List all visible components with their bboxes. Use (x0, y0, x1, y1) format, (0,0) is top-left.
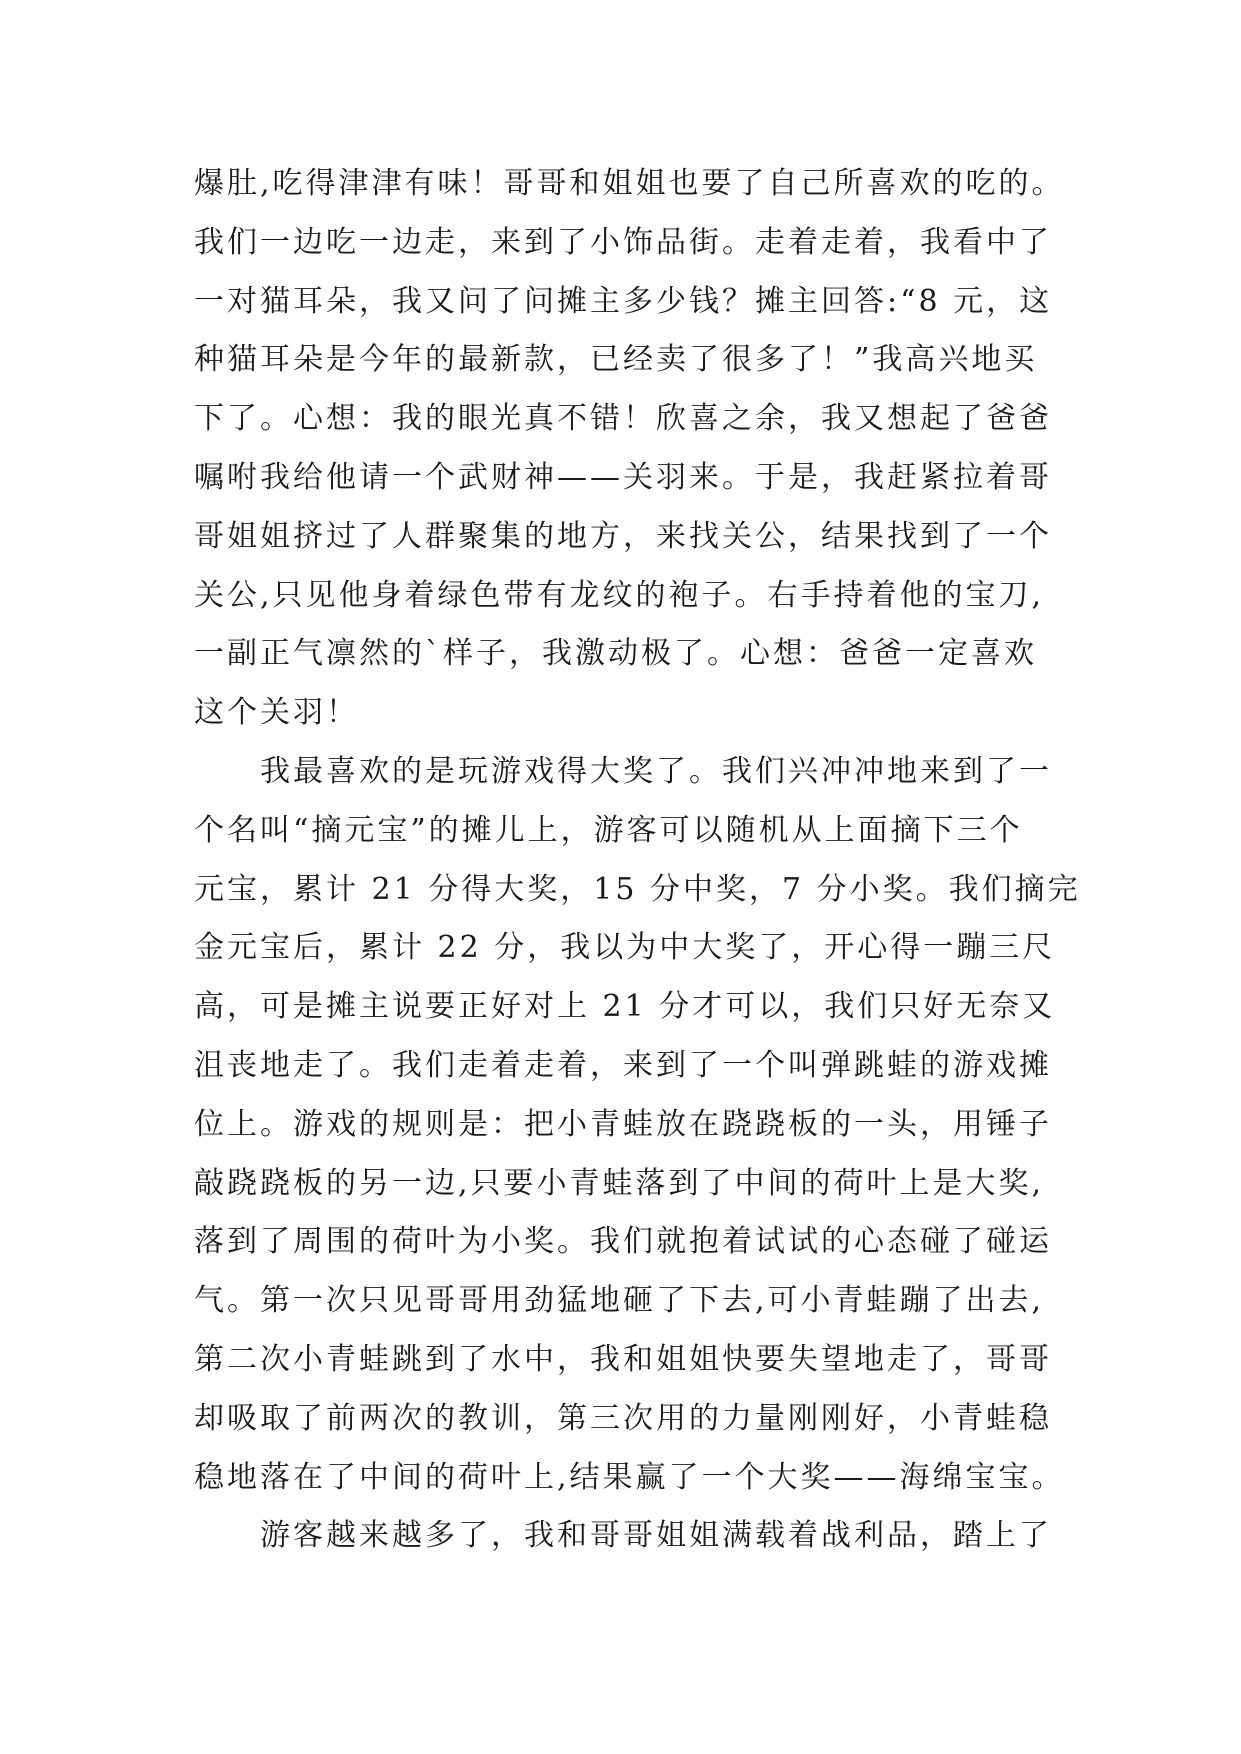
text-line: 哥姐姐挤过了人群聚集的地方，来找关公，结果找到了一个 (194, 518, 1052, 554)
text-line: 气。第一次只见哥哥用劲猛地砸了下去,可小青蛙蹦了出去, (194, 1283, 1045, 1319)
text-line: 落到了周围的荷叶为小奖。我们就抱着试试的心态碰了碰运 (194, 1224, 1052, 1260)
text-line: 这个关羽！ (194, 695, 359, 731)
text-line: 种猫耳朵是今年的最新款，已经卖了很多了！”我高兴地买 (194, 342, 1038, 378)
text-line: 金元宝后，累计 22 分，我以为中大奖了，开心得一蹦三尺 (194, 930, 1056, 966)
text-line: 沮丧地走了。我们走着走着，来到了一个叫弹跳蛙的游戏摊 (194, 1047, 1052, 1083)
text-line: 一副正气凛然的`样子，我激动极了。心想：爸爸一定喜欢 (194, 636, 1037, 672)
text-line: 嘱咐我给他请一个武财神——关羽来。于是，我赶紧拉着哥 (194, 459, 1052, 495)
essay-body (194, 162, 1081, 1573)
text-line: 位上。游戏的规则是：把小青蛙放在跷跷板的一头，用锤子 (194, 1106, 1052, 1142)
text-line: 敲跷跷板的另一边,只要小青蛙落到了中间的荷叶上是大奖, (194, 1165, 1045, 1201)
text-line: 第二次小青蛙跳到了水中，我和姐姐快要失望地走了，哥哥 (194, 1341, 1052, 1377)
text-line: 我们一边吃一边走，来到了小饰品街。走着走着，我看中了 (194, 224, 1052, 260)
text-line: 爆肚,吃得津津有味！哥哥和姐姐也要了自己所喜欢的吃的。 (194, 166, 1065, 201)
text-line: 下了。心想：我的眼光真不错！欣喜之余，我又想起了爸爸 (194, 401, 1052, 437)
text-line: 高，可是摊主说要正好对上 21 分才可以，我们只好无奈又 (194, 989, 1056, 1025)
text-line: 一对猫耳朵，我又问了问摊主多少钱？摊主回答:“8 元，这 (194, 283, 1053, 319)
text-line: 关公,只见他身着绿色带有龙纹的袍子。右手持着他的宝刀, (194, 577, 1045, 613)
text-line: 却吸取了前两次的教训，第三次用的力量刚刚好，小青蛙稳 (194, 1400, 1052, 1436)
text-line: 元宝，累计 21 分得大奖，15 分中奖，7 分小奖。我们摘完 (194, 871, 1081, 907)
text-line: 我最喜欢的是玩游戏得大奖了。我们兴冲冲地来到了一 (194, 753, 1052, 789)
text-line: 个名叫“摘元宝”的摊儿上，游客可以随机从上面摘下三个 (194, 812, 1023, 848)
text-line: 稳地落在了中间的荷叶上,结果赢了一个大奖——海绵宝宝。 (194, 1459, 1065, 1495)
text-line: 游客越来越多了，我和哥哥姐姐满载着战利品，踏上了 (194, 1518, 1052, 1554)
